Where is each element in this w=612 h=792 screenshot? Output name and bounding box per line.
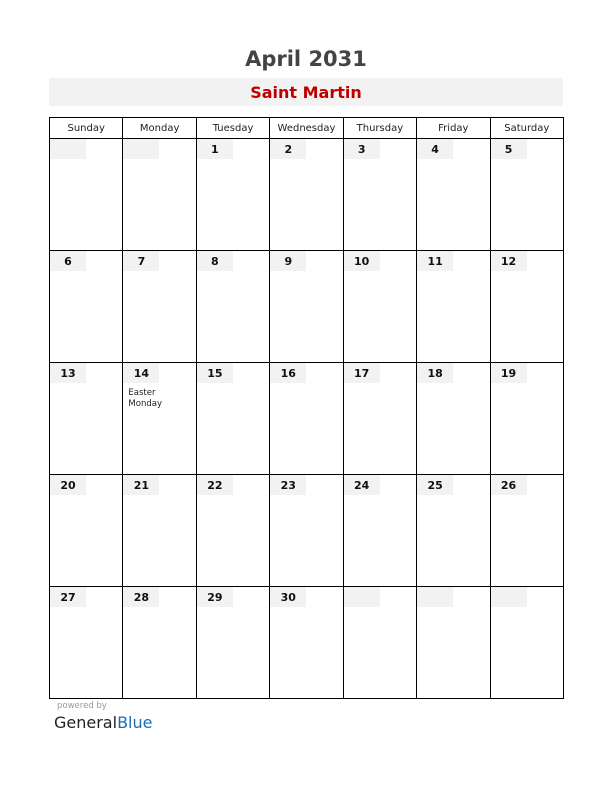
day-number: 29 <box>207 591 223 604</box>
day-number-box <box>270 363 306 383</box>
day-number: 27 <box>60 591 76 604</box>
day-number-box <box>50 475 86 495</box>
day-number-box <box>491 475 527 495</box>
day-number: 10 <box>354 255 370 268</box>
day-number-box <box>123 587 159 607</box>
brand-blue: Blue <box>117 713 153 732</box>
day-cell <box>123 475 196 587</box>
day-number: 12 <box>500 255 517 268</box>
day-number: 21 <box>133 479 150 492</box>
day-number: 11 <box>427 255 443 268</box>
day-cell <box>270 139 343 251</box>
week-row <box>50 587 564 699</box>
day-cell <box>343 587 416 699</box>
day-number-box <box>123 475 159 495</box>
day-cell <box>270 587 343 699</box>
brand-general: General <box>54 713 118 732</box>
day-number: 26 <box>500 479 517 492</box>
day-number-box <box>417 139 453 159</box>
day-number-box <box>50 587 86 607</box>
day-number: 23 <box>280 479 296 492</box>
weekday-tuesday: Tuesday <box>196 118 269 139</box>
day-cell <box>417 139 490 251</box>
day-cell <box>490 475 563 587</box>
day-number-box <box>50 251 86 271</box>
weekday-saturday: Saturday <box>490 118 563 139</box>
day-number: 22 <box>207 479 223 492</box>
day-cell <box>196 587 269 699</box>
day-cell <box>50 587 123 699</box>
day-number-box <box>197 363 233 383</box>
day-number: 3 <box>357 143 366 156</box>
day-cell <box>50 363 123 475</box>
day-number-box <box>50 363 86 383</box>
day-number: 24 <box>354 479 370 492</box>
day-cell <box>343 139 416 251</box>
day-number: 19 <box>500 367 517 380</box>
day-number-box <box>270 475 306 495</box>
week-row <box>50 139 564 251</box>
day-number-box <box>123 251 159 271</box>
day-cell <box>490 251 563 363</box>
day-number-box <box>197 475 233 495</box>
day-cell <box>343 251 416 363</box>
day-cell <box>270 363 343 475</box>
generalblue-logo[interactable] <box>54 713 152 732</box>
day-number: 7 <box>137 255 146 268</box>
day-number: 28 <box>133 591 150 604</box>
day-number: 1 <box>211 143 219 156</box>
day-number-box <box>123 139 159 159</box>
day-cell <box>490 587 563 699</box>
day-number-box <box>50 139 86 159</box>
country-name: Saint Martin <box>250 83 362 102</box>
day-number: 25 <box>427 479 443 492</box>
day-number-box <box>491 139 527 159</box>
day-cell <box>123 363 196 475</box>
day-number-box <box>491 251 527 271</box>
weekday-monday: Monday <box>123 118 196 139</box>
day-cell <box>417 251 490 363</box>
day-number: 30 <box>280 591 296 604</box>
day-cell <box>490 363 563 475</box>
day-cell <box>123 139 196 251</box>
week-row <box>50 475 564 587</box>
day-number: 17 <box>354 367 370 380</box>
day-number-box <box>417 363 453 383</box>
day-number-box <box>417 475 453 495</box>
day-number-box <box>417 251 453 271</box>
day-number-box <box>344 587 380 607</box>
day-number-box <box>491 587 527 607</box>
country-band <box>49 78 563 106</box>
day-number: 16 <box>280 367 296 380</box>
day-cell <box>417 475 490 587</box>
powered-by-text: powered by <box>57 701 107 711</box>
page-title: April 2031 <box>245 47 367 71</box>
day-number-box <box>344 139 380 159</box>
day-number-box <box>344 363 380 383</box>
day-cell <box>490 139 563 251</box>
weekday-thursday: Thursday <box>343 118 416 139</box>
day-cell <box>196 363 269 475</box>
day-cell <box>196 475 269 587</box>
day-cell <box>50 475 123 587</box>
day-number-box <box>491 363 527 383</box>
day-cell <box>417 363 490 475</box>
day-number-box <box>270 587 306 607</box>
day-number-box <box>197 251 233 271</box>
week-row <box>50 251 564 363</box>
day-cell <box>343 363 416 475</box>
day-cell <box>123 587 196 699</box>
week-row <box>50 363 564 475</box>
day-number: 18 <box>427 367 443 380</box>
day-number: 14 <box>133 367 150 380</box>
day-number-box <box>270 251 306 271</box>
day-number: 15 <box>207 367 223 380</box>
day-number: 5 <box>504 143 513 156</box>
day-number: 8 <box>211 255 219 268</box>
day-cell <box>50 251 123 363</box>
day-cell <box>123 251 196 363</box>
day-number: 9 <box>284 255 293 268</box>
calendar-grid <box>49 117 564 699</box>
day-number: 13 <box>60 367 76 380</box>
day-cell <box>50 139 123 251</box>
day-cell <box>270 475 343 587</box>
day-number: 20 <box>60 479 76 492</box>
day-number: 6 <box>64 255 72 268</box>
day-number-box <box>344 475 380 495</box>
weekday-sunday: Sunday <box>50 118 123 139</box>
weekday-header-row <box>50 118 564 139</box>
day-cell <box>196 251 269 363</box>
day-number-box <box>270 139 306 159</box>
day-number: 2 <box>284 143 293 156</box>
day-number: 4 <box>431 143 439 156</box>
day-number-box <box>344 251 380 271</box>
day-cell <box>196 139 269 251</box>
day-cell <box>270 251 343 363</box>
weekday-friday: Friday <box>417 118 490 139</box>
day-number-box <box>197 587 233 607</box>
day-cell <box>343 475 416 587</box>
weekday-wednesday: Wednesday <box>270 118 343 139</box>
day-cell <box>417 587 490 699</box>
day-number-box <box>417 587 453 607</box>
day-number-box <box>197 139 233 159</box>
day-number-box <box>123 363 159 383</box>
holiday-label: Easter Monday <box>128 388 162 409</box>
